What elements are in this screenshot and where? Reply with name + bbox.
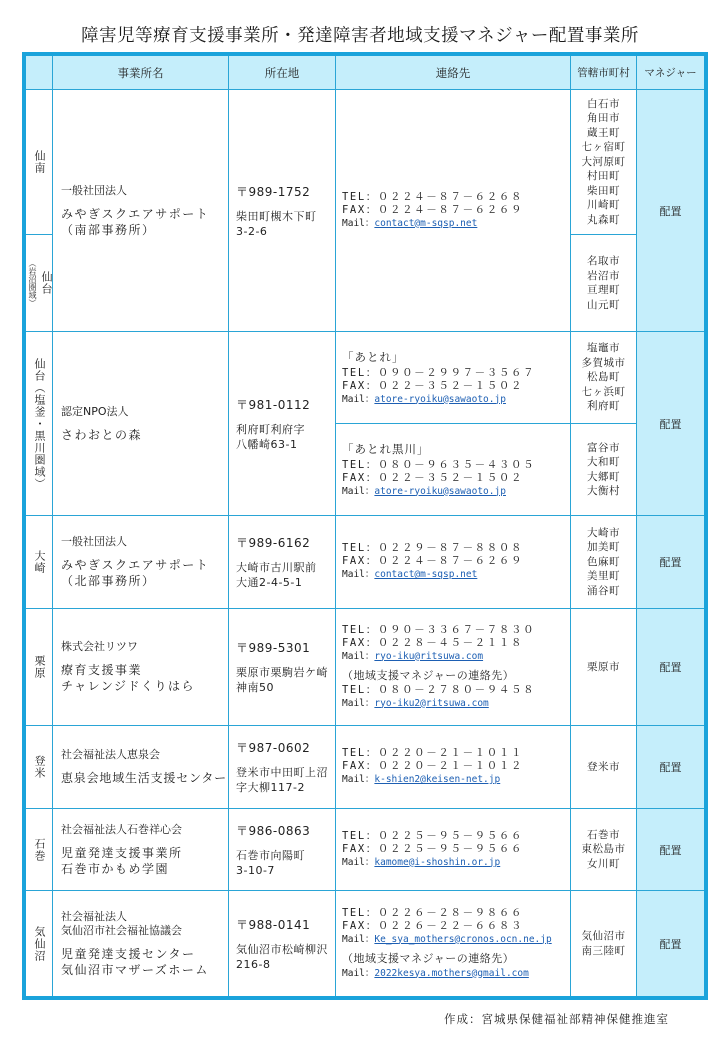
manager-status: 配置 [637,809,704,891]
area-cell [26,235,53,332]
header-address: 所在地 [229,56,336,90]
municipality: 川崎町 [587,199,620,212]
manager-status: 配置 [637,726,704,809]
municipality: 大和町 [587,456,620,468]
postal-code: 〒981-0112 [236,397,311,412]
area-sublabel: （岩沼圏域） [28,259,37,307]
municipality: 美里町 [587,570,620,583]
email-link[interactable]: ryo-iku@ritsuwa.com [374,650,484,662]
municipalities-cell [571,726,637,809]
mail-label: Mail： [342,393,375,405]
fax: FAX：０２２６－２２－６６８３ [342,919,524,932]
municipality: 大郷町 [587,470,620,483]
contact-cell [336,809,571,891]
tel: TEL：０２２０－２１－１０１１ [342,747,524,759]
email-link[interactable]: k-shien2@keisen-net.jp [374,774,501,785]
municipalities-cell [571,609,637,726]
address-cell [229,809,336,891]
street-address: 字大柳117-2 [236,781,305,794]
municipalities-cell [571,516,637,609]
facility-name-cell [53,609,229,726]
municipalities-cell [571,235,637,332]
manager-tel: TEL：０８０－２７８０－９４５８ [342,683,536,696]
municipality: 白石市 [587,97,620,110]
mail-label: Mail： [342,485,375,497]
manager-status: 配置 [637,90,704,332]
header-name: 事業所名 [53,56,229,90]
mail-label: Mail： [342,856,375,868]
mail-label: Mail： [342,569,375,580]
area-label: 仙南 [33,150,46,174]
mail-label: Mail： [342,774,375,785]
email-link[interactable]: atore-ryoiku@sawaoto.jp [374,485,506,497]
header-municipalities: 管轄市町村 [571,56,637,90]
municipality: 加美町 [587,541,620,554]
area-label: 栗原 [33,655,46,679]
street-address: 大崎市古川駅前 [236,561,317,574]
header-manager: マネジャー [637,56,704,90]
postal-code: 〒989-1752 [236,184,311,199]
facility-name: 恵泉会地域生活支援センター [61,771,227,785]
street-address: 大通2-4-5-1 [236,576,303,589]
facility-name-cell [53,332,229,516]
email-link[interactable]: contact@m-sqsp.net [374,569,478,580]
tel: TEL：０２２６－２８－９８６６ [342,906,524,919]
page-title: 障害児等療育支援事業所・発達障害者地域支援マネジャー配置事業所 [81,26,639,46]
email-link[interactable]: contact@m-sqsp.net [374,217,478,229]
municipality: 東松島市 [581,843,626,856]
facility-name: 児童発達支援事業所 [61,845,183,860]
area-cell [26,332,53,516]
address-cell [229,891,336,996]
address-cell [229,90,336,332]
area-label: 登米 [33,755,46,779]
municipality: 丸森町 [587,213,620,226]
corporation-name: 株式会社リツワ [61,640,138,653]
manager-status: 配置 [637,332,704,516]
tel: TEL：０２２５－９５－９５６６ [342,829,524,842]
mail-label: Mail： [342,697,375,709]
corporation-name: 気仙沼市社会福祉協議会 [61,923,182,937]
fax: FAX：０２２０－２１－１０１２ [342,760,524,772]
area-cell [26,809,53,891]
facility-name-cell [53,90,229,332]
facility-name: 気仙沼市マザーズホーム [61,962,209,977]
municipalities-cell [571,424,637,516]
municipality: 大衡村 [587,485,620,497]
facility-name: （北部事務所） [61,574,156,588]
manager-email-link[interactable]: ryo-iku2@ritsuwa.com [374,697,489,709]
facility-name: 療育支援事業 [61,663,143,677]
area-label: 気仙沼 [33,925,46,962]
facility-name-cell [53,891,229,996]
manager-status: 配置 [637,609,704,726]
street-address: 3-10-7 [236,863,275,877]
manager-status: 配置 [637,516,704,609]
municipality: 富谷市 [587,441,620,454]
mail-label: Mail： [342,217,375,229]
street-address: 八幡崎63-1 [236,437,298,451]
facility-name-cell [53,726,229,809]
mail-label: Mail： [342,967,375,979]
postal-code: 〒987-0602 [236,741,311,755]
municipality: 七ヶ宿町 [581,141,626,154]
fax: FAX：０２２５－９５－９５６６ [342,842,524,855]
municipality: 七ヶ浜町 [581,385,626,398]
email-link[interactable]: atore-ryoiku@sawaoto.jp [374,393,506,405]
postal-code: 〒989-5301 [236,641,311,655]
municipality: 松島町 [587,371,620,384]
municipality: 大崎市 [587,526,620,539]
municipality: 多賀城市 [581,356,626,369]
facility-name: みやぎスクエアサポート [61,558,210,572]
corporation-name: 社会福祉法人恵泉会 [61,748,160,761]
corporation-name: 社会福祉法人 [61,909,127,923]
area-cell [26,516,53,609]
header-area [26,56,53,90]
facility-name: 児童発達支援センター [61,946,196,961]
corporation-name: 社会福祉法人石巻祥心会 [61,822,182,836]
address-cell [229,516,336,609]
postal-code: 〒986-0863 [236,823,311,838]
manager-status: 配置 [637,891,704,996]
street-address: 利府町利府字 [236,422,305,436]
fax: FAX：０２２－３５２－１５０２ [342,379,524,392]
contact-cell [336,609,571,726]
address-cell [229,726,336,809]
municipalities-cell [571,809,637,891]
municipality: 栗原市 [587,660,620,673]
fax: FAX：０２２８－４５－２１１８ [342,636,524,649]
municipalities-cell [571,891,637,996]
tel: TEL：０９０－３３６７－７８３０ [342,623,536,636]
contact-cell [336,516,571,609]
contact-cell [336,891,571,996]
email-link[interactable]: Ke_sya_mothers@cronos.ocn.ne.jp [374,933,552,945]
area-cell [26,609,53,726]
fax: FAX：０２２４－８７－６２６９ [342,203,524,216]
area-cell [26,90,53,235]
address-cell [229,332,336,516]
municipality: 山元町 [587,298,620,311]
municipality: 気仙沼市 [581,930,626,942]
municipality: 女川町 [587,857,620,870]
municipality: 蔵王町 [587,126,620,139]
office-heading: 「あとれ」 [342,349,405,364]
tel: TEL：０９０－２９９７－３５６７ [342,366,536,379]
area-label: 大崎 [33,550,46,574]
street-address: 神南50 [236,681,274,694]
postal-code: 〒988-0141 [236,917,311,932]
fax: FAX：０２２４－８７－６２６９ [342,555,524,567]
corporation-name: 一般社団法人 [61,183,127,197]
facility-name: さわおとの森 [61,427,143,442]
mail-label: Mail： [342,650,375,662]
area-label: 石巻 [33,837,46,862]
municipality: 塩竈市 [587,342,620,355]
tel: TEL：０８０－９６３５－４３０５ [342,458,536,471]
area-cell [26,891,53,996]
municipality: 色麻町 [587,555,620,568]
municipality: 岩沼市 [587,269,620,282]
municipality: 大河原町 [581,155,626,168]
municipality: 名取市 [587,255,620,267]
tel: TEL：０２２４－８７－６２６８ [342,190,524,203]
area-label: 仙台 [40,271,53,295]
facility-name: チャレンジドくりはら [61,679,196,693]
street-address: 柴田町槻木下町 [236,209,317,223]
municipality: 南三陸町 [581,944,626,957]
street-address: 気仙沼市松崎柳沢 [236,942,328,956]
postal-code: 〒989-6162 [236,536,311,550]
contact-cell [336,424,571,516]
area-cell [26,726,53,809]
facility-name: （南部事務所） [61,222,156,237]
email-link[interactable]: kamome@i-shoshin.or.jp [374,856,501,868]
street-address: 216-8 [236,957,271,971]
contact-cell [336,332,571,424]
municipality: 涌谷町 [587,584,620,597]
facility-name-cell [53,809,229,891]
mail-label: Mail： [342,933,375,945]
street-address: 登米市中田町上沼 [236,766,328,779]
municipality: 登米市 [587,760,620,773]
municipalities-cell [571,90,637,235]
contact-cell [336,90,571,332]
facility-name: 石巻市かもめ学園 [61,861,170,876]
municipality: 柴田町 [587,184,620,197]
facility-table [22,52,708,1000]
street-address: 石巻市向陽町 [236,848,305,862]
area-label: 仙台（塩釜・黒川圏域） [33,357,46,490]
fax: FAX：０２２－３５２－１５０２ [342,471,524,484]
manager-contact-note: （地域支援マネジャーの連絡先） [342,668,515,682]
facility-name: みやぎスクエアサポート [61,206,210,221]
footer-credit: 作成：宮城県保健福祉部精神保健推進室 [444,1012,669,1026]
facility-name-cell [53,516,229,609]
corporation-name: 一般社団法人 [61,535,127,548]
municipality: 角田市 [587,112,620,125]
corporation-name: 認定NPO法人 [61,404,129,418]
office-heading: 「あとれ黒川」 [342,441,430,456]
header-contact: 連絡先 [336,56,571,90]
address-cell [229,609,336,726]
municipality: 村田町 [587,170,620,183]
municipality: 石巻市 [587,828,620,841]
manager-contact-note: （地域支援マネジャーの連絡先） [342,951,515,965]
street-address: 栗原市栗駒岩ケ崎 [236,666,328,679]
municipalities-cell [571,332,637,424]
municipality: 利府町 [587,400,620,413]
municipality: 亘理町 [587,284,620,296]
manager-email-link[interactable]: 2022kesya.mothers@gmail.com [374,967,529,979]
street-address: 3-2-6 [236,224,268,238]
contact-cell [336,726,571,809]
tel: TEL：０２２９－８７－８８０８ [342,542,524,554]
